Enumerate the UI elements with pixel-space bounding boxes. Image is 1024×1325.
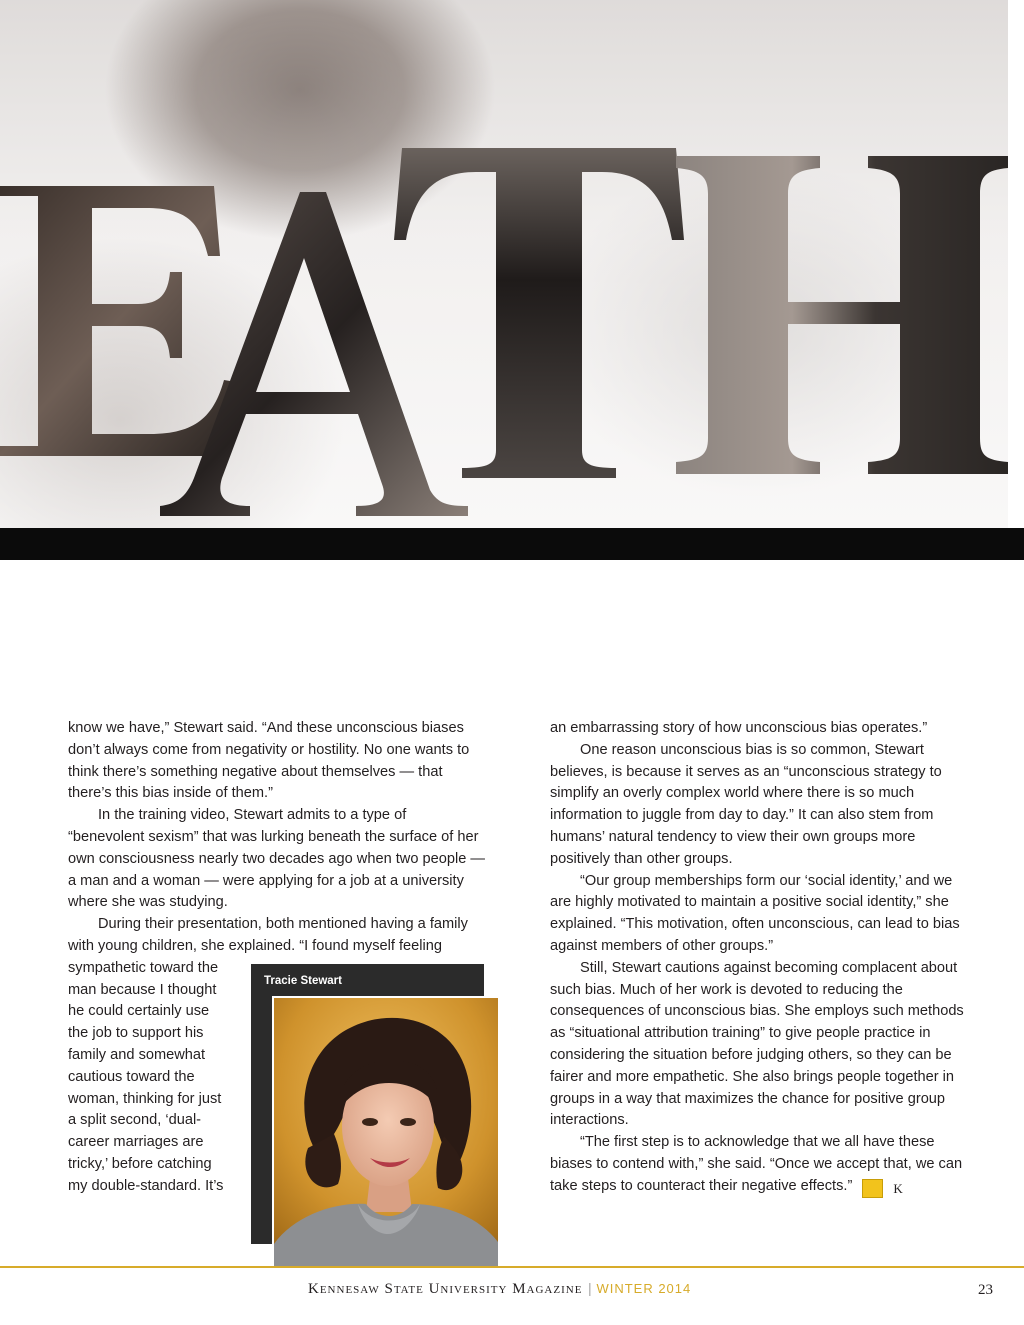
left-paragraph-2: In the training video, Stewart admits to a type of “benevolent sexism” that was lurking beneath the surface of her own consciousness nearly two decades ago when two people — a man and a woman — were applying for a job at a university where she was studying. xyxy=(68,807,485,911)
wrap-line: my double-standard. It’s xyxy=(68,1177,224,1194)
right-column xyxy=(550,718,970,1198)
page-number: 23 xyxy=(978,1282,993,1298)
letter-h xyxy=(676,156,1008,474)
publication-name: Kennesaw State University Magazine xyxy=(308,1281,583,1297)
issue-label: WINTER 2014 xyxy=(596,1281,692,1296)
right-paragraph-3: “Our group memberships form our ‘social identity,’ and we are highly motivated to maintain a positive social identity,” she explained. “This motivation, often unconscious, can lead to bias against members of other groups.” xyxy=(550,872,960,954)
wrap-line: tricky,’ before catching xyxy=(68,1155,212,1172)
right-paragraph-5 xyxy=(550,1132,970,1198)
right-paragraph-2: One reason unconscious bias is so common, Stewart believes, is because it serves as an “unconscious strategy to simplify an overly complex world where there is so much information to juggle from day to day.” It can also stem from humans’ natural tendency to view their own groups more positively than other groups. xyxy=(550,741,942,867)
wrap-line: the job to support his xyxy=(68,1025,204,1042)
closing-text: “The first step is to acknowledge that we all have these biases to contend with,” she said. “Once we accept that, we can take steps to counteract their negative effects.” xyxy=(550,1134,963,1194)
left-paragraph-1: know we have,” Stewart said. “And these unconscious biases don’t always come from negativity or hostility. No one wants to think there’s something negative about themselves — that there’s this bias inside of them.” xyxy=(68,720,470,802)
hero-letters xyxy=(0,0,1008,528)
right-paragraph-1: an embarrassing story of how unconscious bias operates.” xyxy=(550,720,928,736)
wrap-line: he could certainly use xyxy=(68,1003,210,1020)
wrap-line: cautious toward the xyxy=(68,1068,195,1085)
portrait-illustration xyxy=(274,998,498,1266)
photo-caption: Tracie Stewart xyxy=(264,975,342,987)
letter-e xyxy=(0,186,236,456)
wrap-line: sympathetic toward the xyxy=(68,959,219,976)
ksu-end-mark-icon: K xyxy=(862,1179,883,1198)
hero-black-band xyxy=(0,528,1024,560)
right-paragraph-4: Still, Stewart cautions against becoming complacent about such bias. Much of her work is devoted to reducing the consequences of unconscious bias. She employs such methods as “situational attribution training” to give people practice in considering the situation before judging others, so they can be fairer and more empathetic. She also brings people together in groups in a way that maximizes the chance for positive group interactions. xyxy=(550,959,964,1129)
left-paragraph-3: During their presentation, both mentioned having a family with young children, she explained. “I found myself feeling xyxy=(68,916,468,954)
wrap-line: woman, thinking for just xyxy=(68,1090,222,1107)
wrap-line: family and somewhat xyxy=(68,1046,206,1063)
wrap-line: career marriages are xyxy=(68,1134,204,1151)
hero-image xyxy=(0,0,1008,528)
wrap-line: a split second, ‘dual- xyxy=(68,1112,202,1129)
footer-publication xyxy=(308,1281,691,1298)
portrait-photo xyxy=(272,996,498,1266)
letter-t xyxy=(394,148,684,478)
footer-rule xyxy=(0,1266,1024,1268)
wrap-line: man because I thought xyxy=(68,981,217,998)
footer-separator: | xyxy=(588,1281,593,1297)
left-wrap-text xyxy=(68,958,233,1198)
